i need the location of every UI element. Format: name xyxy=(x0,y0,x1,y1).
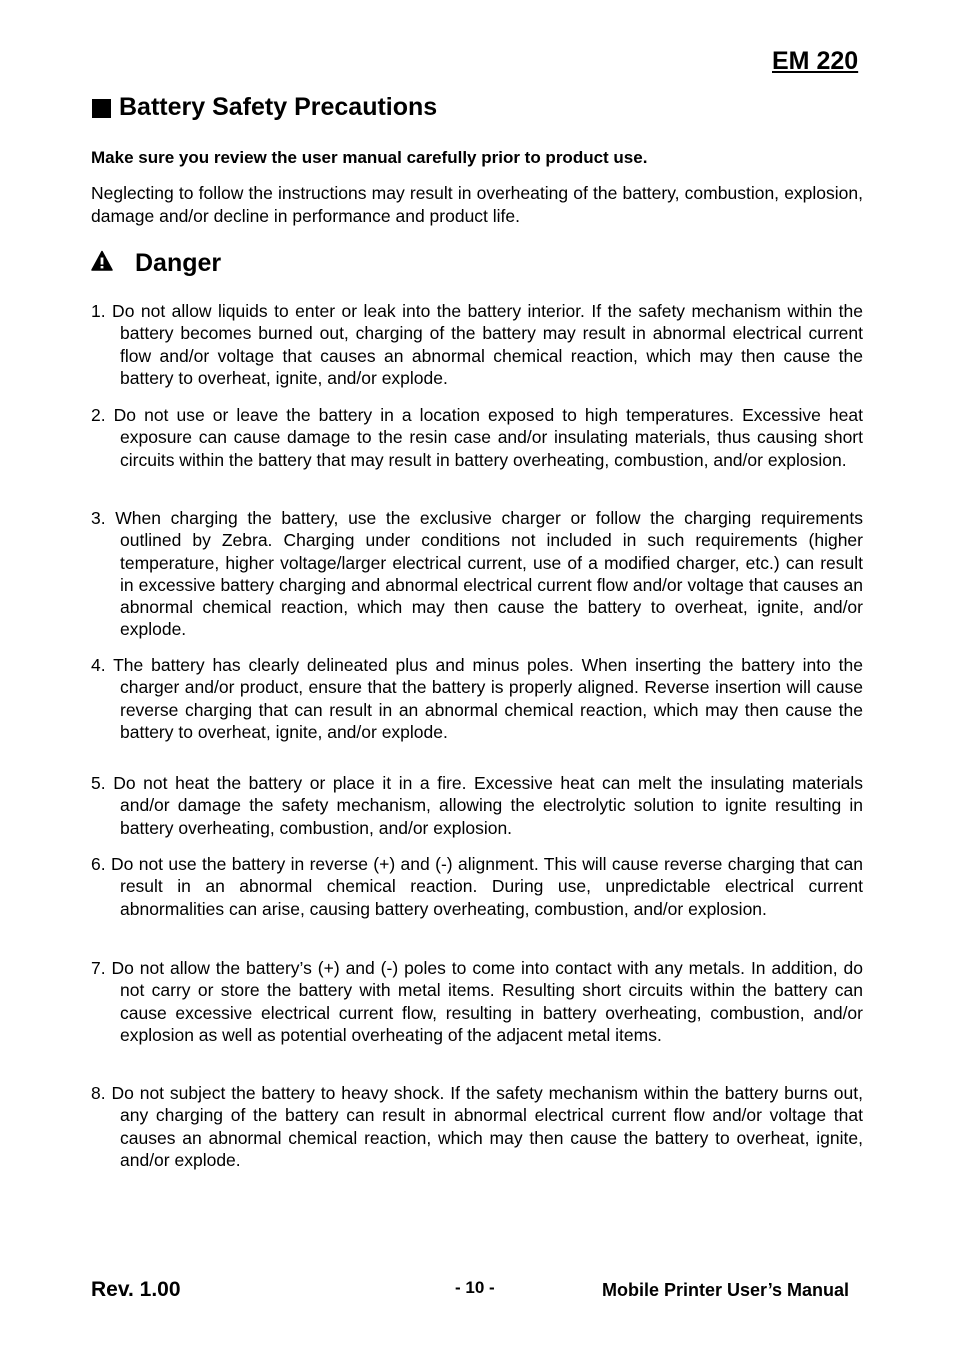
danger-item-7: 7. Do not allow the battery’s (+) and (-) poles to come into contact with any metals. In addition, do not carry or store the battery with metal items. Resulting short circuits within the battery can cause excessive electrical current flow, resulting in battery overheating, combustion, and/or explosion as well as potential overheating of the adjacent metal items. xyxy=(91,958,863,1045)
danger-title: Danger xyxy=(135,249,222,277)
danger-item-4: 4. The battery has clearly delineated plus and minus poles. When inserting the battery into the charger and/or product, ensure that the battery is properly aligned. Reverse insertion will cause reverse charging that can result in an abnormal chemical reaction, which may then cause the battery to overheat, ignite, and/or explode. xyxy=(91,655,863,742)
page-number: - 10 - xyxy=(455,1278,495,1297)
danger-item-3: 3. When charging the battery, use the exclusive charger or follow the charging requirements outlined by Zebra. Charging under conditions not included in such requirements (higher temperature, higher voltage/larger electrical current, use of a modified charger, etc.) can result in excessive battery charging and abnormal electrical current flow and/or voltage that causes an abnormal chemical reaction, which may then cause the battery to overheat, ignite, and/or explode. xyxy=(91,508,863,640)
manual-title: Mobile Printer User’s Manual xyxy=(602,1280,850,1300)
danger-item-8: 8. Do not subject the battery to heavy shock. If the safety mechanism within the battery burns out, any charging of the battery can result in abnormal electrical current flow and/or voltage that causes an abnormal chemical reaction, which may then cause the battery to overheat, ignite, and/or explode. xyxy=(91,1083,863,1170)
danger-item-2: 2. Do not use or leave the battery in a location exposed to high temperatures. Excessive heat exposure can cause damage to the resin case and/or insulating materials, thus causing short circuits within the battery that may result in battery overheating, combustion, and/or explosion. xyxy=(91,405,863,470)
danger-item-1: 1. Do not allow liquids to enter or leak into the battery interior. If the safety mechanism within the battery becomes burned out, charging of the battery may result in abnormal electrical current flow and/or voltage that causes an abnormal chemical reaction, which may then cause the battery to overheat, ignite, and/or explode. xyxy=(91,301,863,388)
square-bullet-icon xyxy=(92,99,111,118)
intro-notice: Make sure you review the user manual carefully prior to product use. xyxy=(91,148,648,167)
danger-heading xyxy=(91,249,221,278)
danger-item-6: 6. Do not use the battery in reverse (+) and (-) alignment. This will cause reverse charging that can result in an abnormal chemical reaction. During use, unpredictable electrical current abnormalities can arise, causing battery overheating, combustion, and/or explosion. xyxy=(91,854,863,919)
revision-label: Rev. 1.00 xyxy=(91,1278,181,1301)
section-heading xyxy=(92,93,437,122)
danger-item-5: 5. Do not heat the battery or place it in a fire. Excessive heat can melt the insulating materials and/or damage the safety mechanism, allowing the electrolytic solution to ignite resulting in battery overheating, combustion, and/or explosion. xyxy=(91,773,863,838)
intro-paragraph: Neglecting to follow the instructions may result in overheating of the battery, combustion, explosion, damage and/or decline in performance and product life. xyxy=(91,183,863,226)
model-number: EM 220 xyxy=(772,47,859,75)
warning-triangle-icon xyxy=(91,250,113,272)
section-title: Battery Safety Precautions xyxy=(119,93,438,121)
